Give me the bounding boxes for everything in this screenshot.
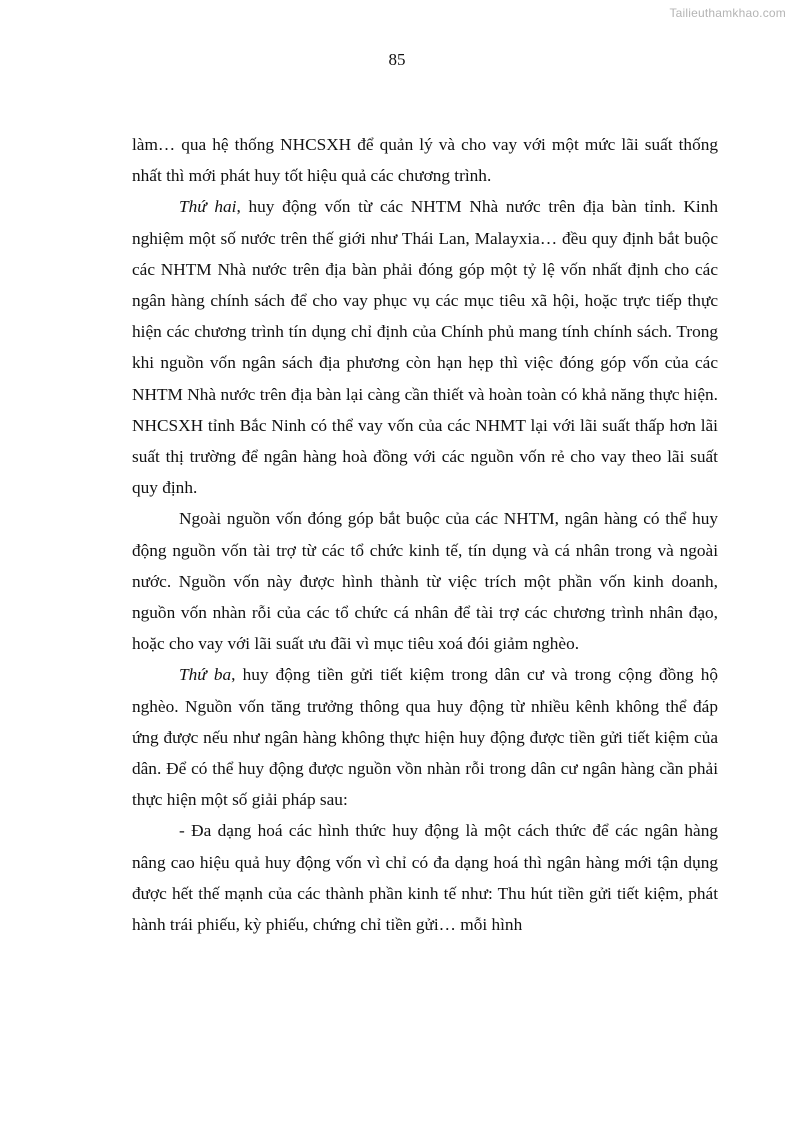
paragraph-3-text: Ngoài nguồn vốn đóng góp bắt buộc của các NHTM, ngân hàng có thể huy động nguồn vốn tài trợ từ các tổ chức kinh tế, tín dụng và cá nhân trong và ngoài nước. Nguồn vốn này được hình thành từ việc trích một phần vốn kinh doanh, nguồn vốn nhàn rỗi của các tổ chức cá nhân để tài trợ các chương trình nhân đạo, hoặc cho vay với lãi suất ưu đãi vì mục tiêu xoá đói giảm nghèo. [132, 509, 718, 654]
document-body [132, 129, 718, 940]
paragraph-5 [132, 815, 718, 940]
paragraph-1-text: làm… qua hệ thống NHCSXH để quản lý và cho vay với một mức lãi suất thống nhất thì mới phát huy tốt hiệu quả các chương trình. [132, 135, 718, 186]
paragraph-2-lead: Thứ hai [179, 197, 237, 217]
paragraph-4-text: , huy động tiền gửi tiết kiệm trong dân cư và trong cộng đồng hộ nghèo. Nguồn vốn tăng trưởng thông qua huy động từ nhiều kênh không thể đáp ứng được nếu như ngân hàng không thực hiện huy động được tiền gửi tiết kiệm của dân. Để có thể huy động được nguồn vồn nhàn rỗi trong dân cư ngân hàng cần phải thực hiện một số giải pháp sau: [132, 665, 718, 810]
paragraph-4 [132, 659, 718, 815]
paragraph-3 [132, 503, 718, 659]
paragraph-2 [132, 191, 718, 503]
paragraph-2-text: , huy động vốn từ các NHTM Nhà nước trên địa bàn tỉnh. Kinh nghiệm một số nước trên thế giới như Thái Lan, Malayxia… đều quy định bắt buộc các NHTM Nhà nước trên địa bàn phải đóng góp một tỷ lệ vốn nhất định cho các ngân hàng chính sách để cho vay phục vụ các mục tiêu xã hội, hoặc trực tiếp thực hiện các chương trình tín dụng chỉ định của Chính phủ mang tính chính sách. Trong khi nguồn vốn ngân sách địa phương còn hạn hẹp thì việc đóng góp vốn của các NHTM Nhà nước trên địa bàn lại càng cần thiết và hoàn toàn có khả năng thực hiện. NHCSXH tỉnh Bắc Ninh có thể vay vốn của các NHMT lại với lãi suất thấp hơn lãi suất thị trường để ngân hàng hoà đồng với các nguồn vốn rẻ cho vay theo lãi suất quy định. [132, 197, 718, 498]
paragraph-4-lead: Thứ ba [179, 665, 232, 685]
paragraph-1 [132, 129, 718, 191]
page-number: 85 [388, 50, 406, 69]
watermark-text: Tailieuthamkhao.com [669, 6, 786, 20]
paragraph-5-text: - Đa dạng hoá các hình thức huy động là một cách thức để các ngân hàng nâng cao hiệu quả huy động vốn vì chỉ có đa dạng hoá thì ngân hàng mới tận dụng được hết thế mạnh của các thành phần kinh tế như: Thu hút tiền gửi tiết kiệm, phát hành trái phiếu, kỳ phiếu, chứng chỉ tiền gửi… mỗi hình [132, 821, 718, 935]
